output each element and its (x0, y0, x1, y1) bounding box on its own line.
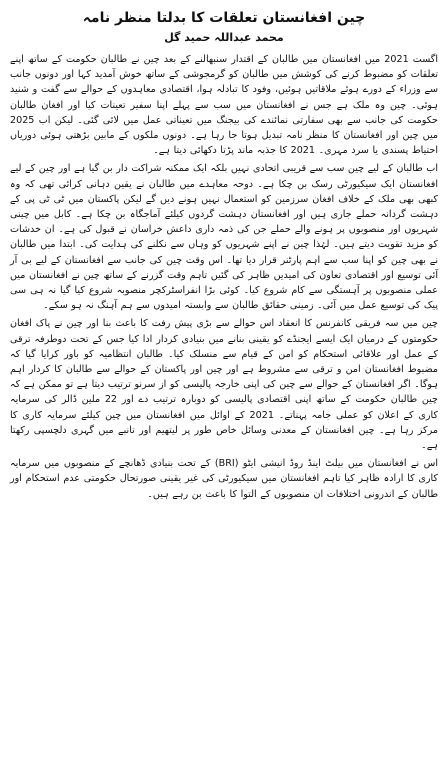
article-body (10, 52, 438, 502)
paragraph-4: اس نے افغانستان میں بیلٹ اینڈ روڈ انیشی ایٹو (BRI) کے تحت بنیادی ڈھانچے کے منصوبوں میں سرمایہ کاری کا ارادہ ظاہر کیا تاہم افغانستان میں سیکیورٹی کی غیر یقینی صورتحال حکومتی عدم استحکام اور طالبان کے اندرونی اختلافات ان منصوبوں کے التوا کا باعث بن رہے ہیں۔ (10, 458, 438, 500)
paragraph-1: اگست 2021 میں افغانستان میں طالبان کے اقتدار سنبھالنے کے بعد چین نے طالبان حکومت کے ساتھ اپنے تعلقات کو مضبوط کرنے کی کوشش میں طالبان کو گرمجوشی کے ساتھ خوش آمدید کہا اور دونوں جانب سے وزراء کے دورے ہوئے ملاقاتیں ہوئیں، وفود کا تبادلہ ہوا، اقتصادی معاہدوں کے حوالے سے گفت و شنید ہوئی۔ چین وہ ملک ہے جس نے افغانستان میں سب سے پہلے اپنا سفیر تعینات کیا اور افغان طالبان حکومت کی جانب سے بھی سفارتی نمائندے کی بیجنگ میں تعیناتی عمل میں لائی گئی۔ لیکن اب 2025 میں چین اور افغانستان کا منظر نامہ تبدیل ہوتا جا رہا ہے۔ دونوں ملکوں کے مابین بڑھتی ہوئی دوریاں احتیاط پسندی یا سرد مہری۔ 2021 کا جذبہ ماند پڑتا دکھائی دیتا ہے۔ (10, 54, 438, 157)
article-title: چین افغانستان تعلقات کا بدلتا منظر نامہ (82, 10, 366, 26)
article-author: محمد عبداللہ حمید گل (164, 31, 284, 44)
paragraph-2: اب طالبان کے لیے چین سب سے قریبی اتحادی نہیں بلکہ ایک ممکنہ شراکت دار بن گیا ہے اور چین کے لیے افغانستان ایک سیکیورٹی رسک بن چکا ہے۔ دوحہ معاہدے میں طالبان نے یقین دہانی کرائی تھی کہ وہ کبھی بھی ملک کے خلاف افغان سرزمین کو استعمال نہیں ہونے دیں گے لیکن پاکستان میں ٹی ٹی پی کے دہشت گردانہ حملے جاری ہیں اور افغانستان دہشت گردوں کیلئے آماجگاہ بن چکا ہے۔ کابل میں چینی شہریوں اور منصوبوں پر ہونے والے حملے جن کی ذمہ داری داعش خراسان نے قبول کی ہے۔ ان خدشات کو مزید تقویت دیتے ہیں۔ لہٰذا چین نے اپنے شہریوں کو وہاں سے نکلنے کی ہدایت کی۔ ابتدا میں طالبان نے بھی چین کو اپنا سب سے اہم پارٹنر قرار دیا تھا۔ اس وقت چین کی جانب سے افغانستان کے لیے بی آر آئی توسیع اور اقتصادی تعاون کی امیدیں ظاہر کی گئیں تاہم وقت گزرنے کے ساتھ چین نے افغانستان میں عملی منصوبوں پر آہستگی سے کام شروع کیا۔ کوئی بڑا انفراسٹرکچر منصوبہ شروع کیا گیا نہ ہی سی پیک کی توسیع عمل میں آئی۔ زمینی حقائق طالبان سے وابستہ امیدوں سے ہم آہنگ نہ ہو سکے۔ (10, 163, 438, 312)
paragraph-3: چین میں سہ فریقی کانفرنس کا انعقاد اس حوالے سے بڑی پیش رفت کا باعث بنا اور چین نے پاک افغان حکومتوں کے درمیان ایک ایسے ایجنڈے کو یقینی بنانے میں بنیادی کردار ادا کیا جس کے تحت دوطرفہ ترقی کے عمل اور علاقائی استحکام کو امن کے قیام سے منسلک کیا۔ طالبان انتظامیہ کو باور کرایا گیا کہ مضبوط افغانستان امن و ترقی سے مشروط ہے اور چین اور پاکستان کے حوالے سے طالبان کا کردار اہم ہوگا۔ اگر افغانستان کے حوالے سے چین کی اپنی خارجہ پالیسی کو از سرنو ترتیب دیتا ہے تو ممکن ہے کہ چین طالبان حکومت کے ساتھ اپنی اقتصادی پالیسی کو دوبارہ ترتیب دے اور 22 ملین ڈالر کی سرمایہ کاری کے اعلان کو عملی جامہ پہناتے۔ 2021 کے اوائل میں افغانستان میں چین کیلئے سرمایہ کاری کا مرکز رہا ہے۔ چین افغانستان کے معدنی وسائل خاص طور پر لیتھیم اور تانبے میں گہری دلچسپی رکھتا ہے۔ (10, 318, 439, 452)
